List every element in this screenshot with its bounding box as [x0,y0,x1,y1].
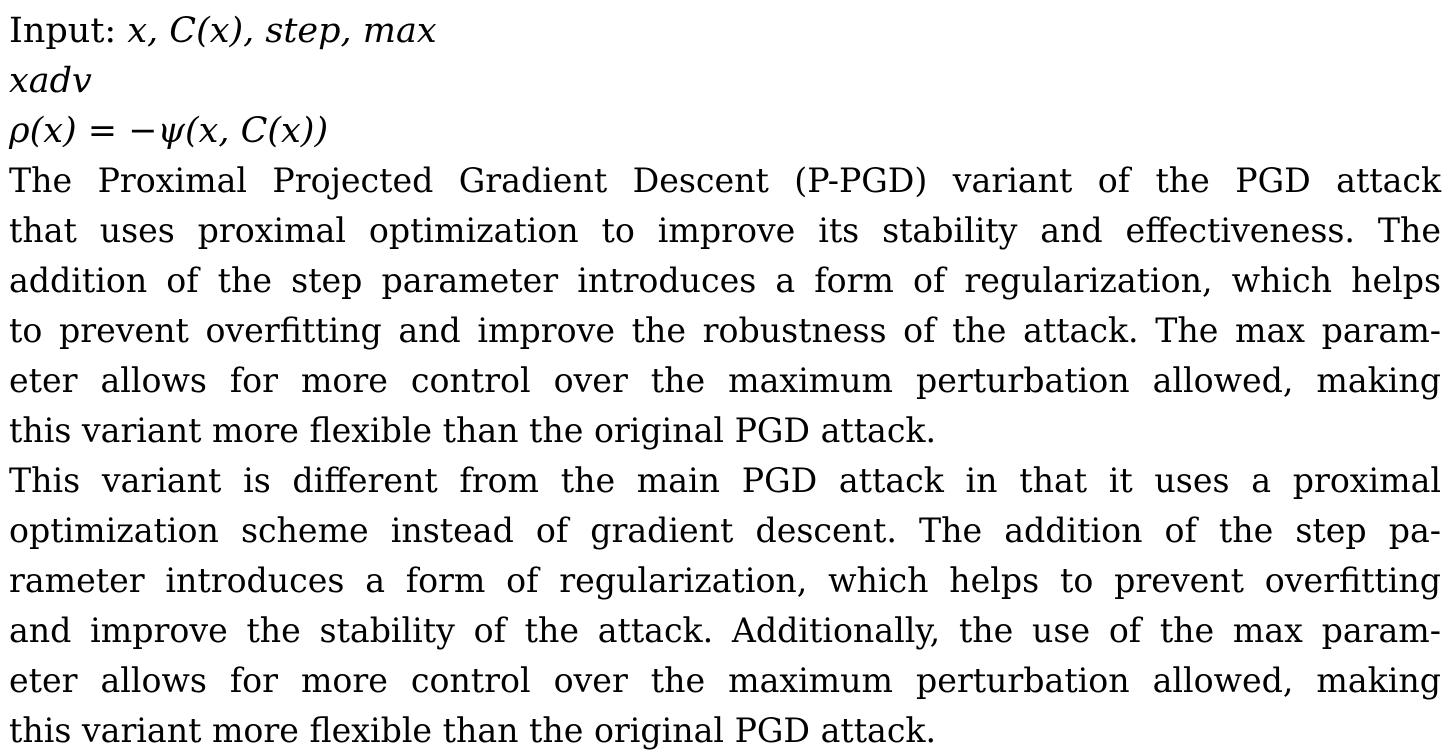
output-variable: xadv [9,61,92,101]
paragraph-line: eter allows for more control over the maximum perturbation allowed, making [9,361,1441,400]
paragraph-line: rameter introduces a form of regularization, which helps to prevent overfitting [9,561,1441,600]
input-label: Input: [9,11,117,51]
document-page [9,6,1441,756]
paragraph-line: The Proximal Projected Gradient Descent (P-PGD) variant of the PGD attack [9,161,1442,200]
paragraph-line: addition of the step parameter introduces a form of regularization, which helps [9,261,1441,300]
input-line [9,6,1441,56]
paragraph-line: that uses proximal optimization to improve its stability and effectiveness. The [9,211,1441,250]
paragraph-line: to prevent overfitting and improve the robustness of the attack. The max param- [9,311,1441,350]
paragraph-line: eter allows for more control over the maximum perturbation allowed, making [9,661,1441,700]
paragraph-line: This variant is different from the main PGD attack in that it uses a proximal [9,461,1441,500]
paragraph-line: and improve the stability of the attack. Additionally, the use of the max param- [9,611,1441,650]
paragraph-line: this variant more flexible than the original PGD attack. [9,411,937,450]
equation: ρ(x) = −ψ(x, C(x)) [9,111,329,151]
paragraph-1 [9,156,1441,456]
input-args: x, C(x), step, max [127,11,437,51]
paragraph-line: optimization scheme instead of gradient descent. The addition of the step pa- [9,511,1441,550]
paragraph-line: this variant more flexible than the original PGD attack. [9,711,937,750]
paragraph-2 [9,456,1441,756]
